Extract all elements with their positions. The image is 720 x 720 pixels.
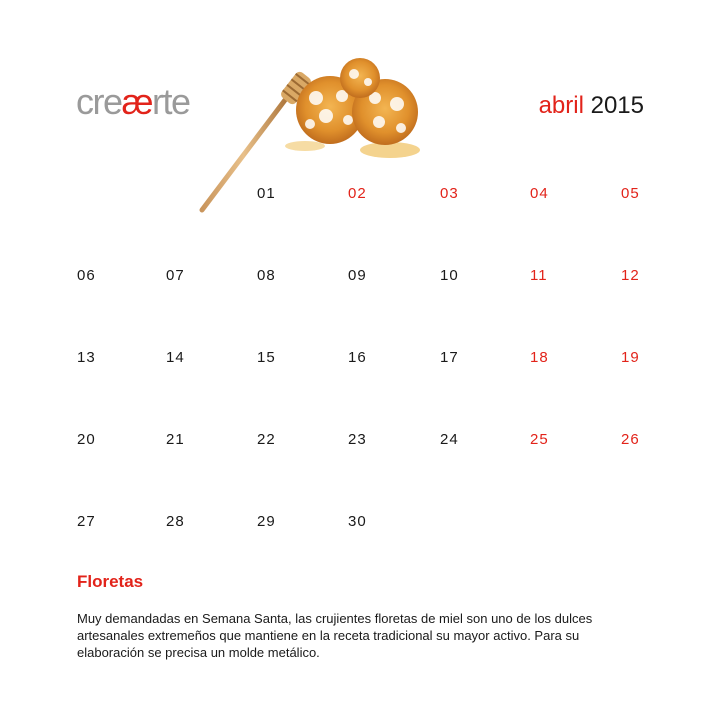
calendar-day: 09 [348, 267, 367, 284]
calendar-day: 06 [77, 267, 96, 284]
calendar-day: 30 [348, 513, 367, 530]
calendar-day: 03 [440, 185, 459, 202]
calendar-day: 16 [348, 349, 367, 366]
description-text: Muy demandadas en Semana Santa, las crujientes floretas de miel son uno de los dulces artesanales extremeños que mantiene en la receta tradicional su mayor activo. Para su elaboración se precisa un molde metálico. [77, 611, 593, 660]
month-title [539, 92, 644, 120]
calendar-day: 18 [530, 349, 549, 366]
calendar-day: 12 [621, 267, 640, 284]
calendar-day: 10 [440, 267, 459, 284]
calendar-day: 15 [257, 349, 276, 366]
calendar-day: 21 [166, 431, 185, 448]
creaerte-logo [76, 82, 190, 122]
calendar-day: 29 [257, 513, 276, 530]
calendar-day: 24 [440, 431, 459, 448]
calendar-day: 20 [77, 431, 96, 448]
calendar-day: 11 [530, 267, 548, 284]
calendar-day: 05 [621, 185, 640, 202]
calendar-day: 02 [348, 185, 367, 202]
calendar-day: 01 [257, 185, 276, 202]
logo-text-mid: æ [121, 81, 153, 122]
calendar-day: 26 [621, 431, 640, 448]
calendar-day: 19 [621, 349, 640, 366]
calendar-day: 27 [77, 513, 96, 530]
year: 2015 [590, 92, 644, 119]
calendar-day: 23 [348, 431, 367, 448]
calendar-day: 25 [530, 431, 549, 448]
calendar-day: 28 [166, 513, 185, 530]
logo-text-end: rte [152, 81, 190, 122]
calendar-day: 08 [257, 267, 276, 284]
calendar-day: 22 [257, 431, 276, 448]
month-name: abril [538, 92, 584, 119]
calendar-day: 13 [77, 349, 96, 366]
description-title: Floretas [77, 572, 144, 591]
calendar-day: 17 [440, 349, 459, 366]
calendar-day: 04 [530, 185, 549, 202]
calendar-day: 14 [166, 349, 185, 366]
floretas-with-honey-dipper-image [190, 50, 440, 220]
logo-text-start: cre [76, 81, 122, 122]
calendar-day: 07 [166, 267, 185, 284]
